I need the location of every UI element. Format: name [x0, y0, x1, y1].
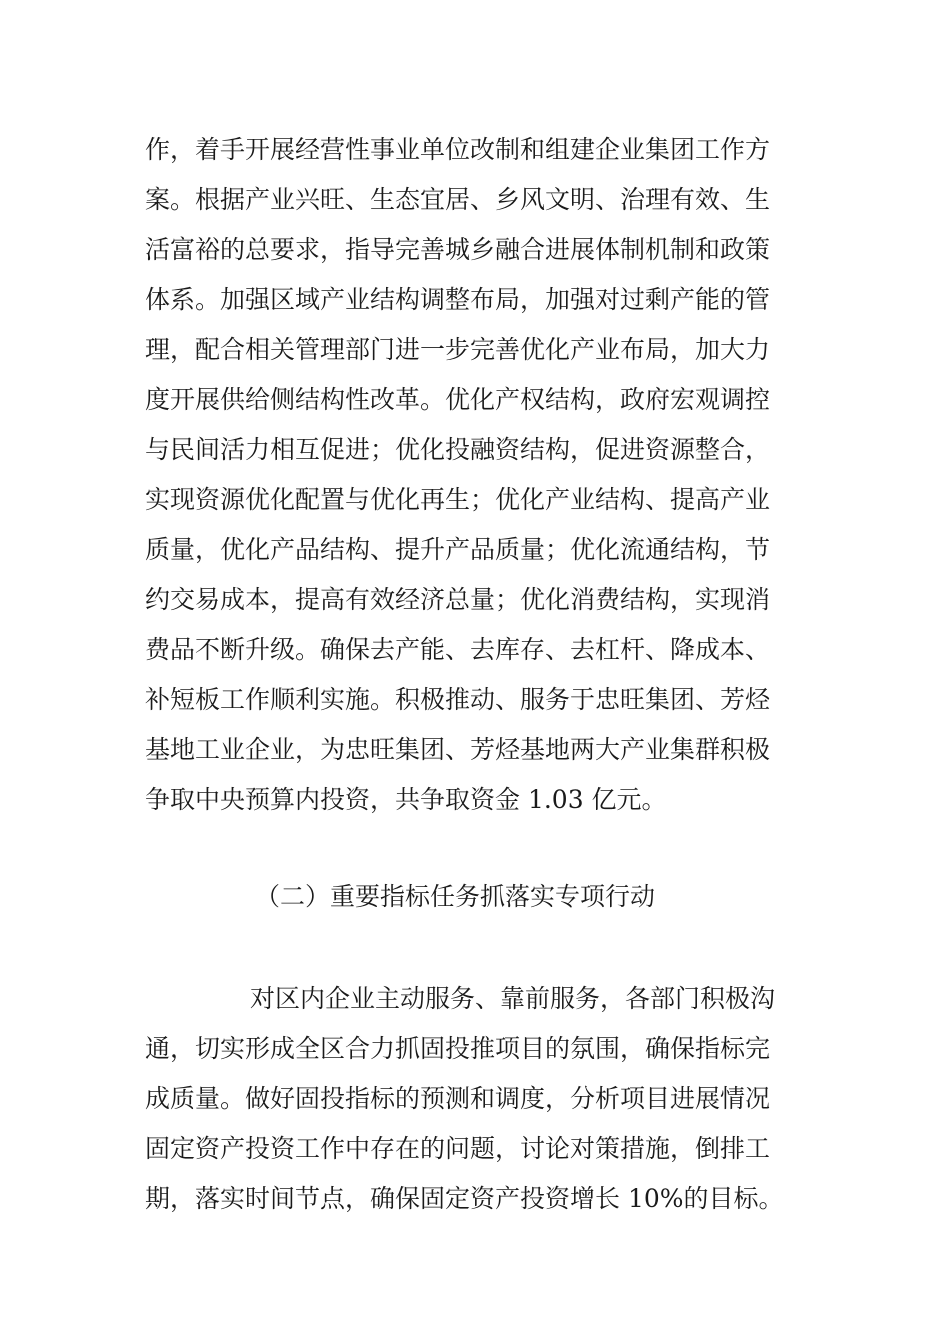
- paragraph-1-line-5: 理，配合相关管理部门进一步完善优化产业布局，加大力: [145, 335, 771, 364]
- paragraph-1-line-8: 实现资源优化配置与优化再生；优化产业结构、提高产业: [145, 485, 771, 514]
- paragraph-2-line-1: 对区内企业主动服务、靠前服务，各部门积极沟: [250, 984, 776, 1013]
- paragraph-1-line-11: 费品不断升级。确保去产能、去库存、去杠杆、降成本、: [145, 635, 771, 664]
- paragraph-2-line-5: 期，落实时间节点，确保固定资产投资增长 10%的目标。: [145, 1184, 784, 1213]
- paragraph-2-line-4: 固定资产投资工作中存在的问题，讨论对策措施，倒排工: [145, 1134, 771, 1163]
- paragraph-1-line-7: 与民间活力相互促进；优化投融资结构，促进资源整合，: [145, 435, 771, 464]
- paragraph-2-line-3: 成质量。做好固投指标的预测和调度，分析项目进展情况: [145, 1084, 771, 1113]
- section-heading: （二）重要指标任务抓落实专项行动: [255, 882, 656, 911]
- paragraph-1-line-2: 案。根据产业兴旺、生态宜居、乡风文明、治理有效、生: [145, 185, 771, 214]
- paragraph-1-line-9: 质量，优化产品结构、提升产品质量；优化流通结构，节: [145, 535, 771, 564]
- paragraph-1-line-13: 基地工业企业，为忠旺集团、芳烃基地两大产业集群积极: [145, 735, 771, 764]
- paragraph-1-line-10: 约交易成本，提高有效经济总量；优化消费结构，实现消: [145, 585, 771, 614]
- paragraph-1-line-3: 活富裕的总要求，指导完善城乡融合进展体制机制和政策: [145, 235, 771, 264]
- paragraph-1-line-12: 补短板工作顺利实施。积极推动、服务于忠旺集团、芳烃: [145, 685, 771, 714]
- paragraph-1-line-14: 争取中央预算内投资，共争取资金 1.03 亿元。: [145, 785, 667, 814]
- paragraph-1-line-6: 度开展供给侧结构性改革。优化产权结构，政府宏观调控: [145, 385, 771, 414]
- paragraph-1-line-1: 作，着手开展经营性事业单位改制和组建企业集团工作方: [145, 135, 771, 164]
- paragraph-1-line-4: 体系。加强区域产业结构调整布局，加强对过剩产能的管: [145, 285, 771, 314]
- paragraph-2-line-2: 通，切实形成全区合力抓固投推项目的氛围，确保指标完: [145, 1034, 771, 1063]
